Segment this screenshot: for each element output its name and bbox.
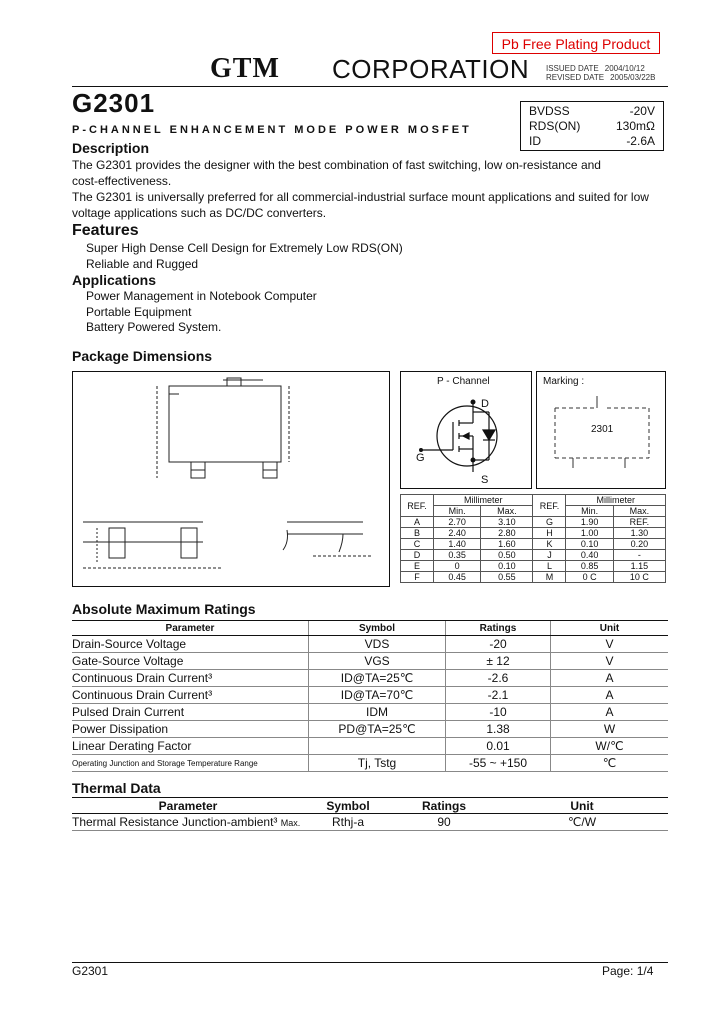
dimension-row xyxy=(401,550,666,561)
feature-item: Super High Dense Cell Design for Extremely Low RDS(ON) xyxy=(86,241,403,255)
revised-label: REVISED DATE xyxy=(546,73,605,82)
dim-subheader-cell: Min. xyxy=(566,506,613,517)
dimension-cell: 1.15 xyxy=(613,561,665,572)
dimension-cell: E xyxy=(401,561,434,572)
rating-param: Power Dissipation xyxy=(72,721,309,738)
dimension-row xyxy=(401,561,666,572)
rating-unit: W xyxy=(551,721,669,738)
dimension-cell: A xyxy=(401,517,434,528)
description-heading: Description xyxy=(72,140,150,156)
mosfet-symbol xyxy=(401,372,533,490)
dimension-cell: 2.40 xyxy=(434,528,481,539)
brand-logo: GTM xyxy=(210,53,280,84)
rating-unit: V xyxy=(551,653,669,670)
dimension-row xyxy=(401,528,666,539)
spec-label: BVDSS xyxy=(529,104,570,118)
col-header: Unit xyxy=(496,798,668,814)
dim-header-cell: Millimeter xyxy=(566,495,666,506)
dimension-cell: G xyxy=(533,517,566,528)
rating-value: -2.6 xyxy=(446,670,551,687)
schematic-box xyxy=(400,371,532,489)
rating-symbol: VGS xyxy=(309,653,446,670)
rating-param: Continuous Drain Current³ xyxy=(72,687,309,704)
rating-symbol: IDM xyxy=(309,704,446,721)
rating-unit: ℃ xyxy=(551,755,669,772)
thermal-param: Thermal Resistance Junction-ambient³ Max. xyxy=(72,814,304,831)
spec-row xyxy=(529,134,655,149)
thermal-symbol: Rthj-a xyxy=(304,814,392,831)
dimension-cell: REF. xyxy=(613,517,665,528)
dimension-cell: J xyxy=(533,550,566,561)
spec-row xyxy=(529,119,655,134)
rating-symbol: VDS xyxy=(309,636,446,653)
application-item: Portable Equipment xyxy=(86,305,192,319)
rating-value: 0.01 xyxy=(446,738,551,755)
rating-symbol: ID@TA=70℃ xyxy=(309,687,446,704)
col-header: Ratings xyxy=(392,798,496,814)
dimension-cell: 1.00 xyxy=(566,528,613,539)
issued-label: ISSUED DATE xyxy=(546,64,599,73)
dimension-cell: M xyxy=(533,572,566,583)
thermal-header-row xyxy=(72,798,668,814)
rating-row xyxy=(72,687,668,704)
marking-label: Marking : xyxy=(543,376,585,387)
dimension-header-row xyxy=(401,495,666,506)
rating-symbol: PD@TA=25℃ xyxy=(309,721,446,738)
corporation-title: CORPORATION xyxy=(332,54,530,84)
rating-value: -10 xyxy=(446,704,551,721)
rating-row xyxy=(72,721,668,738)
channel-label: P - Channel xyxy=(437,376,490,387)
rating-unit: A xyxy=(551,687,669,704)
rating-row xyxy=(72,670,668,687)
marking-code: 2301 xyxy=(591,424,614,435)
rating-value: -55 ~ +150 xyxy=(446,755,551,772)
application-item: Battery Powered System. xyxy=(86,320,222,334)
dimension-cell: 1.60 xyxy=(481,539,533,550)
applications-heading: Applications xyxy=(72,272,157,288)
dimension-cell: K xyxy=(533,539,566,550)
dimension-cell: 1.90 xyxy=(566,517,613,528)
rating-param: Gate-Source Voltage xyxy=(72,653,309,670)
dimension-table xyxy=(400,494,666,583)
description-line: cost-effectiveness. xyxy=(72,174,172,188)
dimension-cell: 0 xyxy=(434,561,481,572)
rating-row xyxy=(72,704,668,721)
col-header: Ratings xyxy=(446,621,551,636)
dimension-cell: 3.10 xyxy=(481,517,533,528)
spec-value: 130mΩ xyxy=(616,119,655,133)
pin-g-label: G xyxy=(416,452,425,464)
spec-label: ID xyxy=(529,134,541,148)
thermal-table xyxy=(72,797,668,831)
rating-symbol xyxy=(309,738,446,755)
spec-value: -2.6A xyxy=(626,134,655,148)
description-line: voltage applications such as DC/DC converters. xyxy=(72,206,327,220)
description-line: The G2301 is universally preferred for all commercial-industrial surface mount applications and suited for low xyxy=(72,190,649,204)
rating-param: Continuous Drain Current³ xyxy=(72,670,309,687)
dimension-cell: 10 C xyxy=(613,572,665,583)
absolute-ratings-table xyxy=(72,620,668,772)
footer-part: G2301 xyxy=(72,964,109,978)
dimension-cell: B xyxy=(401,528,434,539)
description-text xyxy=(72,157,662,221)
package-outline-drawing xyxy=(73,372,391,588)
dimension-cell: 0.10 xyxy=(566,539,613,550)
rating-value: 1.38 xyxy=(446,721,551,738)
spec-label: RDS(ON) xyxy=(529,119,581,133)
rating-param: Drain-Source Voltage xyxy=(72,636,309,653)
dimension-cell: 0 C xyxy=(566,572,613,583)
marking-box xyxy=(536,371,666,489)
rating-symbol: ID@TA=25℃ xyxy=(309,670,446,687)
thermal-heading: Thermal Data xyxy=(72,780,161,796)
header-rule xyxy=(72,86,668,87)
thermal-row xyxy=(72,814,668,831)
dim-subheader-cell: Max. xyxy=(613,506,665,517)
absolute-ratings-heading: Absolute Maximum Ratings xyxy=(72,601,256,617)
rating-value: -20 xyxy=(446,636,551,653)
absolute-header-row xyxy=(72,621,668,636)
dimension-cell: D xyxy=(401,550,434,561)
dimension-cell: H xyxy=(533,528,566,539)
rating-row xyxy=(72,755,668,772)
dimension-cell: 1.40 xyxy=(434,539,481,550)
rating-param: Operating Junction and Storage Temperature Range xyxy=(72,755,309,772)
dimension-row xyxy=(401,572,666,583)
dimension-cell: 0.50 xyxy=(481,550,533,561)
dimension-cell: 0.55 xyxy=(481,572,533,583)
package-drawing-box xyxy=(72,371,390,587)
dim-header-cell: Millimeter xyxy=(434,495,533,506)
thermal-rating: 90 xyxy=(392,814,496,831)
package-heading: Package Dimensions xyxy=(72,348,213,364)
dim-subheader-cell: Max. xyxy=(481,506,533,517)
spec-value: -20V xyxy=(629,104,655,118)
rating-unit: W/℃ xyxy=(551,738,669,755)
dimension-cell: 0.40 xyxy=(566,550,613,561)
dimension-cell: 0.45 xyxy=(434,572,481,583)
spec-box xyxy=(520,101,664,151)
dimension-cell: 2.70 xyxy=(434,517,481,528)
dimension-cell: - xyxy=(613,550,665,561)
dimension-cell: 0.20 xyxy=(613,539,665,550)
dim-subheader-cell: Min. xyxy=(434,506,481,517)
rating-row xyxy=(72,636,668,653)
features-heading: Features xyxy=(72,222,139,239)
col-header: Parameter xyxy=(72,798,304,814)
footer-page: Page: 1/4 xyxy=(602,964,654,978)
col-header: Symbol xyxy=(309,621,446,636)
part-number: G2301 xyxy=(72,88,156,118)
pb-free-badge: Pb Free Plating Product xyxy=(492,32,660,54)
revised-value: 2005/03/22B xyxy=(610,73,656,82)
rating-param: Pulsed Drain Current xyxy=(72,704,309,721)
dimension-cell: F xyxy=(401,572,434,583)
thermal-unit: ℃/W xyxy=(496,814,668,831)
dimension-cell: 0.10 xyxy=(481,561,533,572)
pin-d-label: D xyxy=(481,398,489,410)
feature-item: Reliable and Rugged xyxy=(86,257,199,271)
dimension-row xyxy=(401,539,666,550)
rating-symbol: Tj, Tstg xyxy=(309,755,446,772)
rating-unit: V xyxy=(551,636,669,653)
dimension-row xyxy=(401,517,666,528)
application-item: Power Management in Notebook Computer xyxy=(86,289,317,303)
dimension-cell: 2.80 xyxy=(481,528,533,539)
issued-value: 2004/10/12 xyxy=(604,64,645,73)
rating-unit: A xyxy=(551,704,669,721)
col-header: Symbol xyxy=(304,798,392,814)
footer-rule xyxy=(72,962,668,963)
dimension-cell: C xyxy=(401,539,434,550)
dim-header-cell: REF. xyxy=(401,495,434,517)
spec-row xyxy=(529,104,655,119)
pin-s-label: S xyxy=(481,474,489,486)
rating-param: Linear Derating Factor xyxy=(72,738,309,755)
dimension-cell: 1.30 xyxy=(613,528,665,539)
issue-dates xyxy=(546,64,655,82)
rating-row xyxy=(72,653,668,670)
rating-value: ± 12 xyxy=(446,653,551,670)
rating-row xyxy=(72,738,668,755)
rating-value: -2.1 xyxy=(446,687,551,704)
dim-header-cell: REF. xyxy=(533,495,566,517)
description-line: The G2301 provides the designer with the best combination of fast switching, low on-resistance and xyxy=(72,158,601,172)
rating-unit: A xyxy=(551,670,669,687)
dimension-cell: 0.85 xyxy=(566,561,613,572)
part-subtitle: P-CHANNEL ENHANCEMENT MODE POWER MOSFET xyxy=(72,124,472,136)
dimension-cell: 0.35 xyxy=(434,550,481,561)
col-header: Parameter xyxy=(72,621,309,636)
col-header: Unit xyxy=(551,621,669,636)
dimension-cell: L xyxy=(533,561,566,572)
